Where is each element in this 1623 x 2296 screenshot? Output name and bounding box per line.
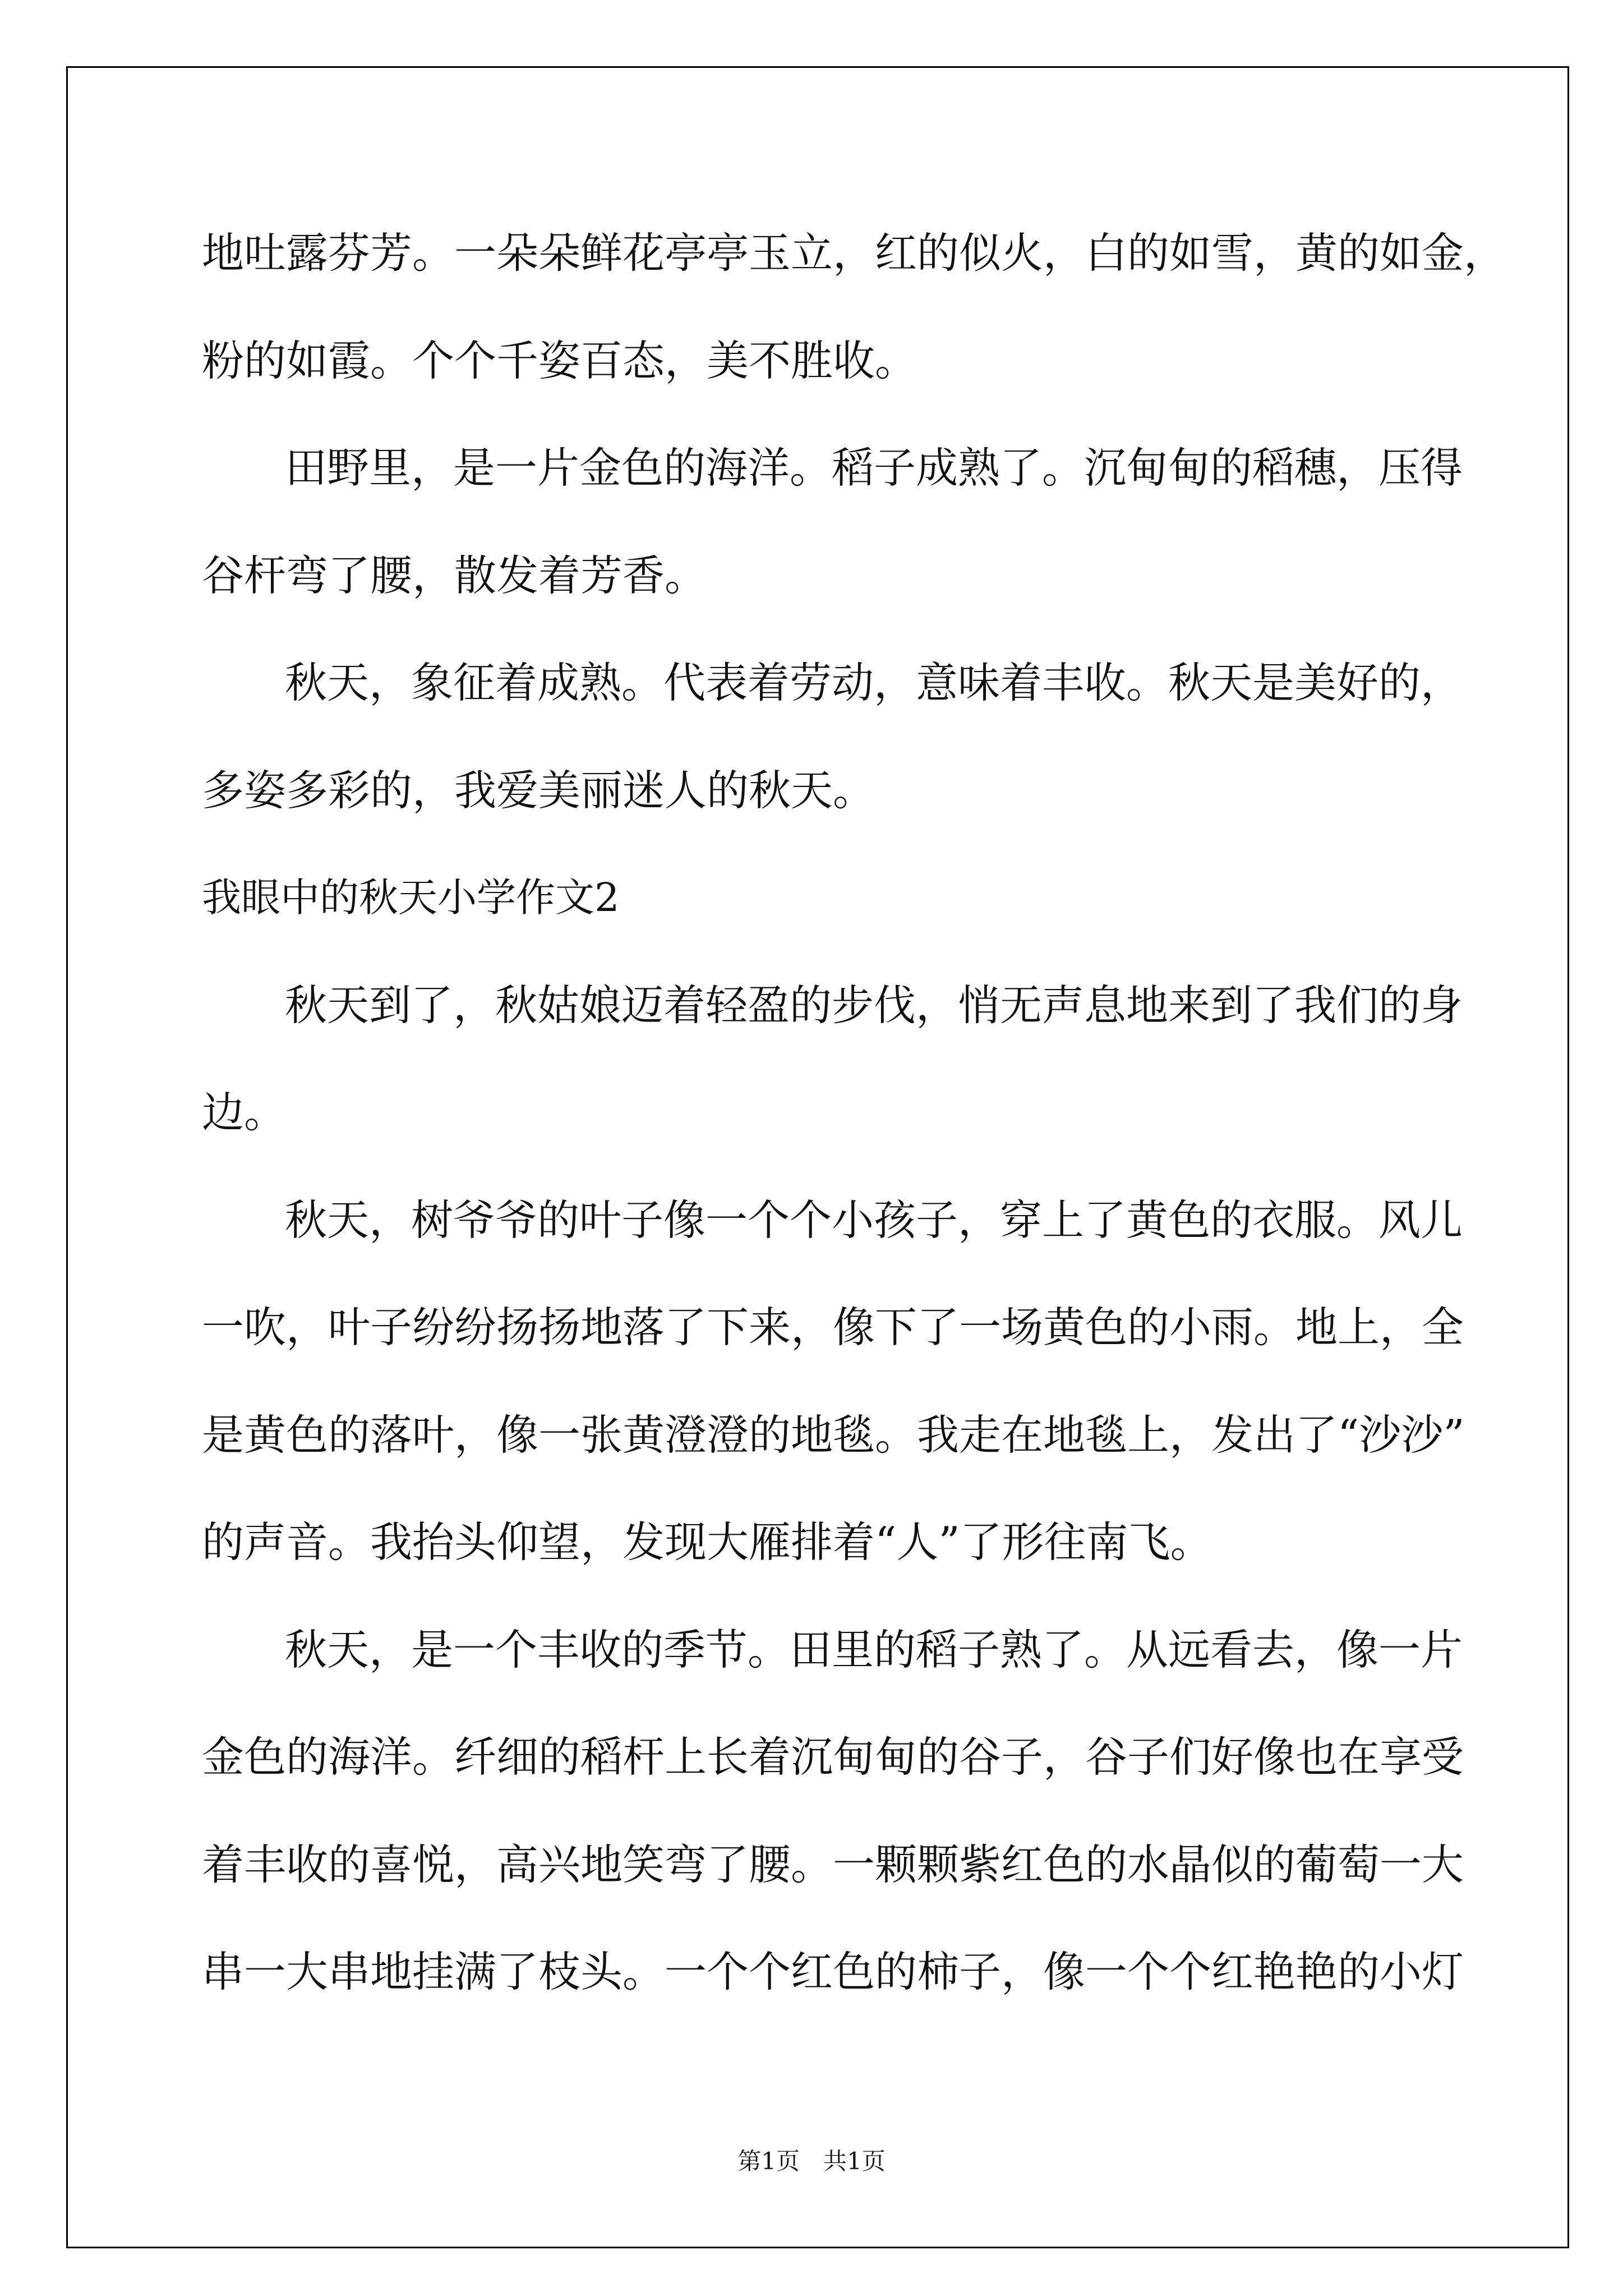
- paragraph: [202, 415, 1548, 629]
- text-line: 谷杆弯了腰，散发着芳香。: [202, 550, 707, 600]
- paragraph: [202, 629, 1548, 844]
- text-line: 田野里，是一片金色的海洋。稻子成熟了。沉甸甸的稻穗，压得: [285, 443, 1463, 493]
- text-line: 秋天，象征着成熟。代表着劳动，意味着丰收。秋天是美好的，: [285, 658, 1463, 707]
- text-line: 边。: [202, 1088, 287, 1137]
- text-line: 是黄色的落叶，像一张黄澄澄的地毯。我走在地毯上，发出了“沙沙”: [202, 1410, 1465, 1460]
- text-line: 着丰收的喜悦，高兴地笑弯了腰。一颗颗紫红色的水晶似的葡萄一大: [202, 1839, 1464, 1889]
- text-line: 串一大串地挂满了枝头。一个个红色的柿子，像一个个红艳艳的小灯: [202, 1947, 1464, 1996]
- text-line: 粉的如霞。个个千姿百态，美不胜收。: [202, 335, 917, 385]
- paragraph: [202, 1167, 1548, 1596]
- paragraph: [202, 200, 1548, 415]
- text-line: 秋天，是一个丰收的季节。田里的稻子熟了。从远看去，像一片: [285, 1625, 1463, 1674]
- text-line: 一吹，叶子纷纷扬扬地落了下来，像下了一场黄色的小雨。地上，全: [202, 1303, 1464, 1352]
- text-line: 金色的海洋。纤细的稻杆上长着沉甸甸的谷子，谷子们好像也在享受: [202, 1732, 1464, 1782]
- page-number-footer: 第1页 共1页: [737, 2147, 886, 2175]
- text-line: 秋天到了，秋姑娘迈着轻盈的步伐，悄无声息地来到了我们的身: [285, 980, 1463, 1030]
- paragraph: [202, 952, 1548, 1167]
- section-heading: 我眼中的秋天小学作文2: [202, 875, 620, 921]
- text-line: 地吐露芬芳。一朵朵鲜花亭亭玉立，红的似火，白的如雪，黄的如金，: [202, 228, 1506, 278]
- text-line: 的声音。我抬头仰望，发现大雁排着“人”了形往南飞。: [202, 1517, 1212, 1567]
- paragraph: [202, 1596, 1548, 2026]
- text-line: 多姿多彩的，我爱美丽迷人的秋天。: [202, 765, 875, 815]
- text-line: 秋天，树爷爷的叶子像一个个小孩子，穿上了黄色的衣服。风儿: [285, 1195, 1463, 1245]
- document-body: [202, 200, 1548, 2026]
